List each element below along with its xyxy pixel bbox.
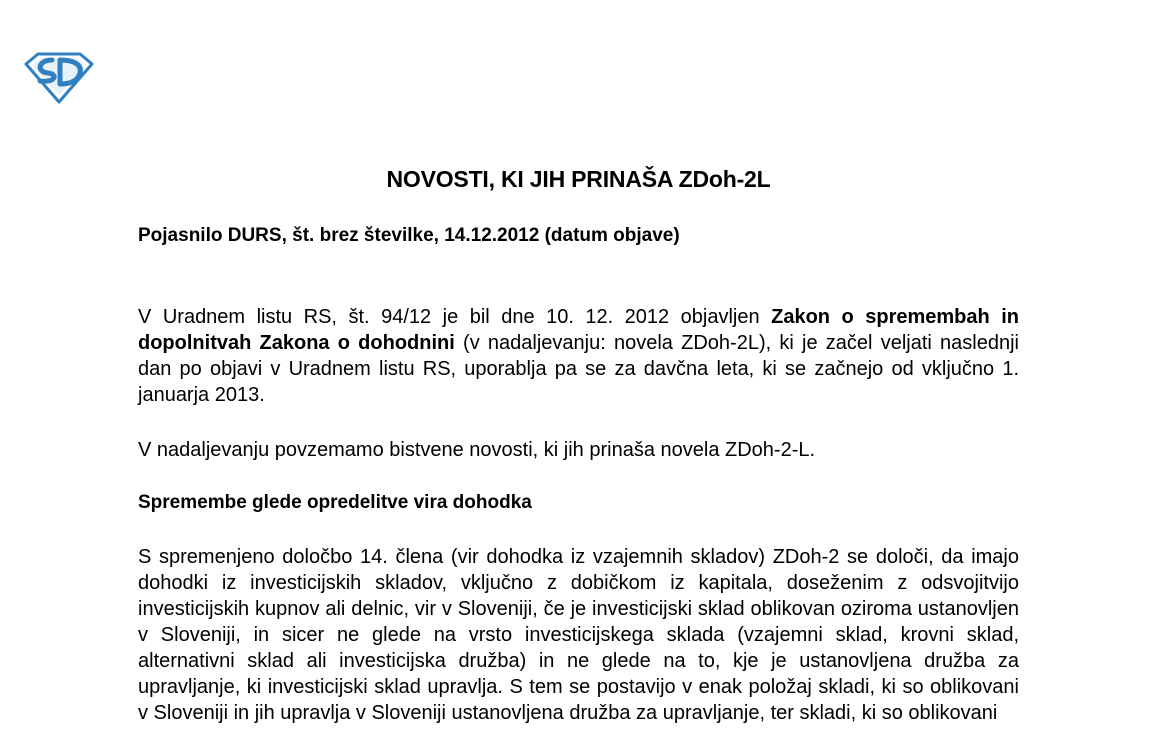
paragraph-intro-text-2: (v nadaljevanju: novela ZDoh-2L), ki je začel veljati naslednji dan po objavi v Uradnem listu RS, uporablja pa se za davčna leta, ki se začnejo od vključno 1. januarja 2013. [138, 332, 1019, 406]
paragraph-intro-text-1: V Uradnem listu RS, št. 94/12 je bil dne 10. 12. 2012 objavljen [138, 306, 772, 328]
company-logo [22, 50, 96, 104]
paragraph-source: S spremenjeno določbo 14. člena (vir dohodka iz vzajemnih skladov) ZDoh-2 se določi, da imajo dohodki iz investicijskih skladov, vključno z dobičkom iz kapitala, doseženim z odsvojitvijo investicijskih kupnov ali delnic, vir v Sloveniji, če je investicijski sklad oblikovan oziroma ustanovljen v Sloveniji, in sicer ne glede na vrsto investicijskega sklada (vzajemni sklad, krovni sklad, alternativni sklad ali investicijska družba) in ne glede na to, kje je ustanovljena družba za upravljanje, ki investicijski sklad upravlja. S tem se postavijo v enak položaj skladi, ki so oblikovani v Sloveniji in jih upravlja v Sloveniji ustanovljena družba za upravljanje, ter skladi, ki so oblikovani [138, 546, 1019, 724]
section-heading: Spremembe glede opredelitve vira dohodka [138, 492, 532, 513]
law-name: Zakon o spremembah in dopolnitvah Zakona o dohodnini [138, 306, 1019, 354]
document-title: NOVOSTI, KI JIH PRINAŠA ZDoh-2L [386, 166, 771, 192]
paragraph-summary: V nadaljevanju povzemamo bistvene novosti, ki jih prinaša novela ZDoh-2-L. [138, 439, 816, 461]
document-subtitle: Pojasnilo DURS, št. brez številke, 14.12.2012 (datum objave) [138, 225, 680, 246]
paragraph-intro [138, 304, 1019, 408]
